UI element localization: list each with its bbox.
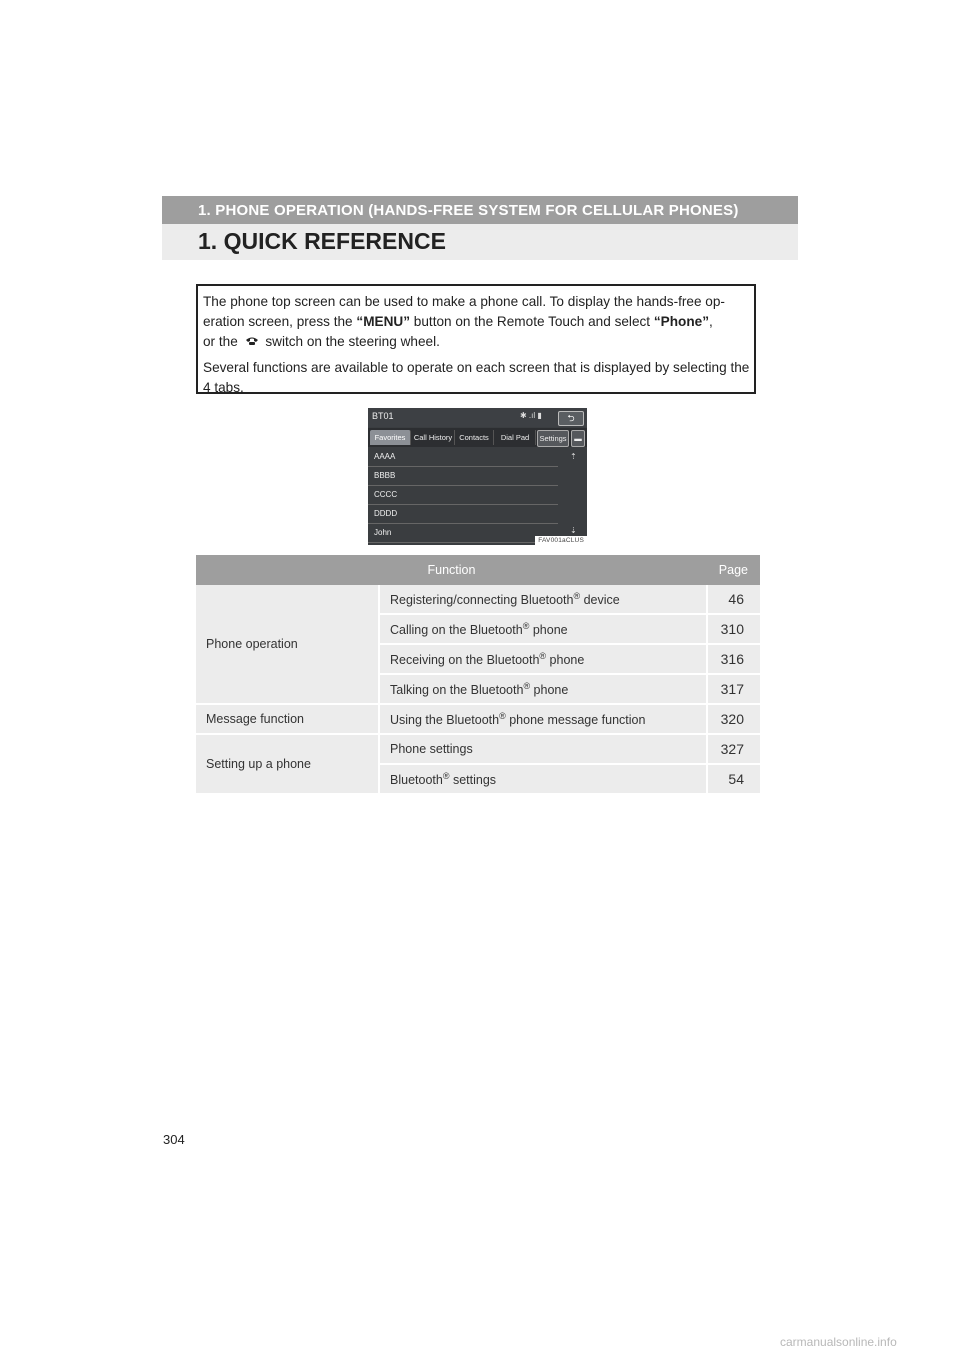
- page-cell[interactable]: 327: [707, 734, 760, 764]
- intro-paragraph-1: [203, 292, 750, 352]
- table-row: [196, 734, 760, 764]
- function-text: Calling on the Bluetooth: [390, 623, 523, 638]
- table-row: [196, 704, 760, 734]
- function-text: Phone settings: [390, 742, 473, 756]
- registered-mark: ®: [573, 590, 581, 601]
- watermark: carmanualsonline.info: [780, 1335, 897, 1349]
- tab-dial-pad[interactable]: Dial Pad: [495, 430, 536, 445]
- favorites-list: [368, 448, 587, 543]
- intro-text: or the: [203, 334, 238, 349]
- scrollbar[interactable]: [568, 450, 582, 540]
- menu-button-label: “MENU”: [356, 314, 411, 329]
- registered-mark: ®: [523, 680, 531, 691]
- intro-paragraph-2: Several functions are available to operate on each screen that is displayed by selecting the 4 tabs.: [203, 360, 750, 396]
- chapter-header-bar: [162, 224, 798, 260]
- phone-screen-screenshot: [368, 408, 587, 545]
- function-cell: [379, 764, 707, 794]
- list-item[interactable]: CCCC: [368, 486, 558, 505]
- function-text: phone: [529, 623, 568, 638]
- group-label: Setting up a phone: [196, 734, 379, 794]
- device-name: BT01: [372, 411, 394, 421]
- intro-text: The phone top screen can be used to make a phone call. To display the hands-free op-eration screen, press the: [203, 294, 725, 329]
- phone-icon: [245, 332, 259, 352]
- scroll-down-icon[interactable]: ⇣: [570, 526, 577, 535]
- group-label: Phone operation: [196, 585, 379, 704]
- function-text: Registering/connecting Bluetooth: [390, 593, 574, 608]
- function-cell: [379, 704, 707, 734]
- function-cell: [379, 585, 707, 614]
- registered-mark: ®: [539, 650, 547, 661]
- back-icon[interactable]: ⮌: [558, 411, 584, 426]
- page-cell[interactable]: 310: [707, 614, 760, 644]
- function-text: Bluetooth: [390, 773, 443, 788]
- function-text: phone: [546, 653, 585, 668]
- function-text: phone message function: [505, 713, 646, 728]
- page-header: Page: [707, 555, 760, 585]
- menu-icon[interactable]: ▬: [571, 430, 585, 447]
- list-item[interactable]: BBBB: [368, 467, 558, 486]
- function-text: phone: [530, 683, 569, 698]
- image-code: FAV001aCLUS: [535, 536, 587, 545]
- tab-settings[interactable]: Settings: [537, 430, 569, 447]
- group-label: Message function: [196, 704, 379, 734]
- page-cell[interactable]: 54: [707, 764, 760, 794]
- registered-mark: ®: [499, 710, 506, 721]
- list-item[interactable]: DDDD: [368, 505, 558, 524]
- status-icons: ✱ .ıl ▮: [520, 411, 542, 420]
- page-cell[interactable]: 320: [707, 704, 760, 734]
- tab-favorites[interactable]: Favorites: [370, 430, 411, 445]
- page-cell[interactable]: 317: [707, 674, 760, 704]
- intro-text: ,: [709, 314, 713, 329]
- list-item[interactable]: John: [368, 524, 558, 543]
- page-cell[interactable]: 46: [707, 585, 760, 614]
- chapter-title: 1. QUICK REFERENCE: [198, 228, 446, 254]
- function-text: Talking on the Bluetooth: [390, 683, 524, 698]
- function-cell: [379, 644, 707, 674]
- phone-option-label: “Phone”: [653, 314, 709, 329]
- list-item[interactable]: AAAA: [368, 448, 558, 467]
- function-text: Using the Bluetooth: [390, 713, 500, 728]
- quick-reference-table: [196, 555, 760, 795]
- page-cell[interactable]: 316: [707, 644, 760, 674]
- intro-text: switch on the steering wheel.: [265, 334, 440, 349]
- tab-call-history[interactable]: Call History: [412, 430, 455, 445]
- function-text: settings: [449, 773, 497, 788]
- function-text: Receiving on the Bluetooth: [390, 653, 540, 668]
- registered-mark: ®: [442, 770, 450, 781]
- intro-box: [196, 284, 756, 394]
- function-cell: [379, 614, 707, 644]
- registered-mark: ®: [522, 620, 530, 631]
- tab-contacts[interactable]: Contacts: [455, 430, 494, 445]
- function-cell: [379, 674, 707, 704]
- section-title: 1. PHONE OPERATION (HANDS-FREE SYSTEM FOR CELLULAR PHONES): [198, 202, 739, 219]
- page-number: 304: [163, 1132, 185, 1147]
- table-row: [196, 585, 760, 614]
- table-header-row: [196, 555, 760, 585]
- screen-tabs: [368, 428, 587, 447]
- function-text: device: [580, 593, 620, 608]
- function-header: Function: [196, 555, 707, 585]
- intro-text: button on the Remote Touch and select: [410, 314, 654, 329]
- scroll-up-icon[interactable]: ⇡: [570, 452, 577, 461]
- function-cell: [379, 734, 707, 764]
- section-header-bar: [162, 196, 798, 224]
- screen-status-bar: [368, 408, 587, 427]
